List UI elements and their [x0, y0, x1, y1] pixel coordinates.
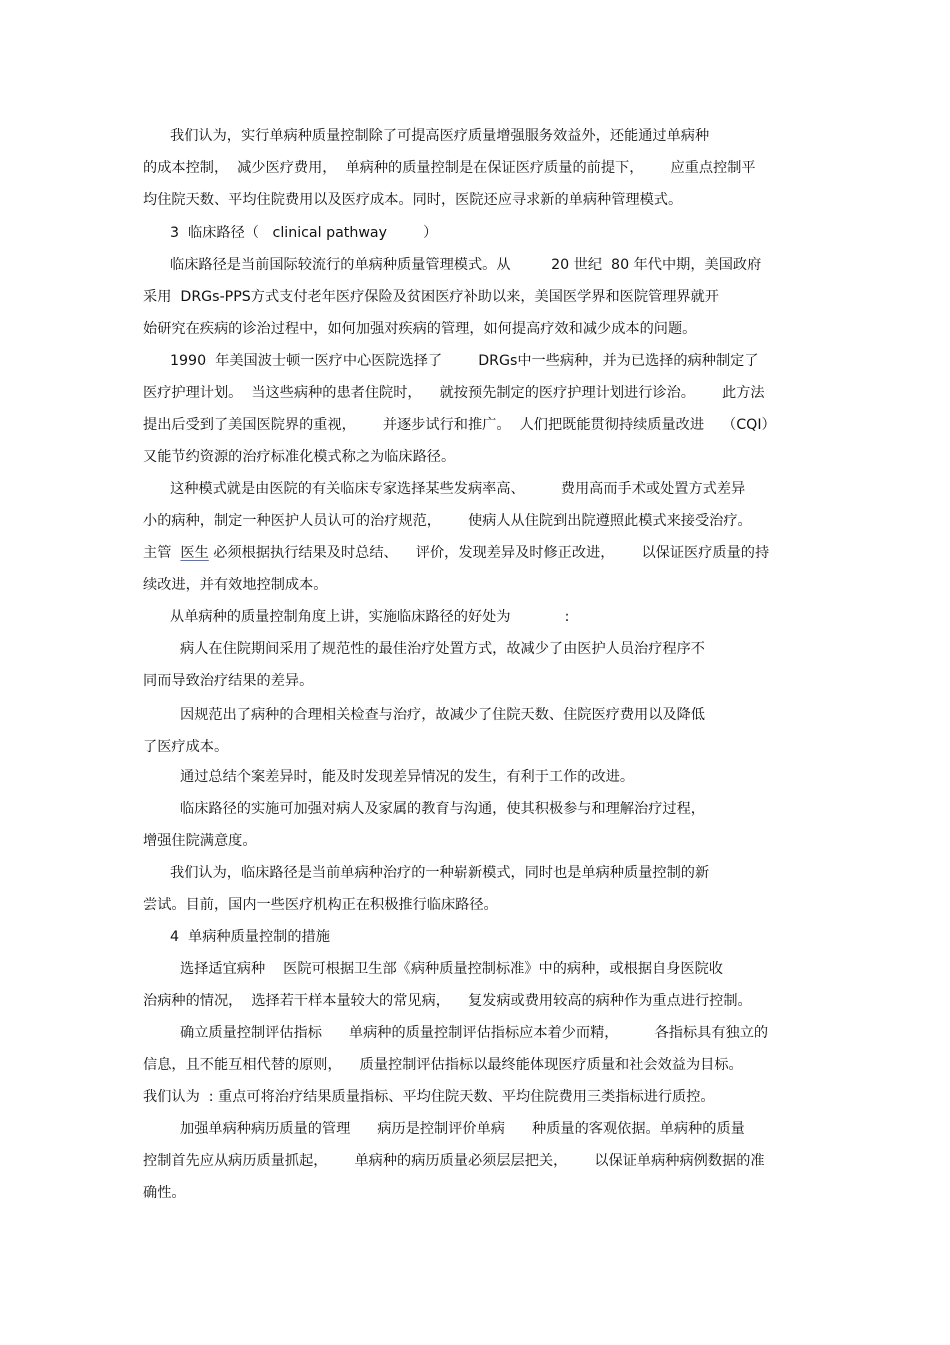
line-text: 必须根据执行结果及时总结、 评价，发现差异及时修正改进， 以保证医疗质量的持	[208, 545, 770, 561]
paragraph-line: 尝试。目前，国内一些医疗机构正在积极推行临床路径。	[143, 897, 498, 913]
paragraph-line: 了医疗成本。	[143, 739, 229, 755]
paragraph-line: 确立质量控制评估指标 单病种的质量控制评估指标应本着少而精， 各指标具有独立的	[180, 1025, 769, 1041]
section-heading: 4 单病种质量控制的措施	[170, 929, 330, 945]
paragraph-line: 医疗护理计划。 当这些病种的患者住院时， 就按预先制定的医疗护理计划进行诊治。 此方法	[143, 385, 765, 401]
paragraph-line: 临床路径是当前国际较流行的单病种质量管理模式。从 20 世纪 80 年代中期，美国政府	[170, 257, 762, 273]
line-text: 主管	[143, 545, 181, 561]
paragraph-line: 1990 年美国波士顿一医疗中心医院选择了 DRGs中一些病种，并为已选择的病种制定了	[170, 353, 759, 369]
paragraph-line: 临床路径的实施可加强对病人及家属的教育与沟通，使其积极参与和理解治疗过程，	[180, 801, 705, 817]
paragraph-line: 信息，且不能互相代替的原则， 质量控制评估指标以最终能体现医疗质量和社会效益为目标。	[143, 1057, 743, 1073]
paragraph-line: 治病种的情况， 选择若干样本量较大的常见病， 复发病或费用较高的病种作为重点进行控制。	[143, 993, 752, 1009]
paragraph-line: 加强单病种病历质量的管理 病历是控制评价单病 种质量的客观依据。单病种的质量	[180, 1121, 745, 1137]
paragraph-line: 这种模式就是由医院的有关临床专家选择某些发病率高、 费用高而手术或处置方式差异	[170, 481, 746, 497]
paragraph-line: 续改进，并有效地控制成本。	[143, 577, 328, 593]
paragraph-line: 始研究在疾病的诊治过程中，如何加强对疾病的管理，如何提高疗效和减少成本的问题。	[143, 321, 697, 337]
paragraph-line: 同而导致治疗结果的差异。	[143, 673, 314, 689]
section-heading: 3 临床路径（ clinical pathway ）	[170, 225, 438, 241]
doctor-link[interactable]: 医生	[180, 545, 209, 561]
paragraph-line: 又能节约资源的治疗标准化模式称之为临床路径。	[143, 449, 456, 465]
paragraph-line: 小的病种，制定一种医护人员认可的治疗规范， 使病人从住院到出院遵照此模式来接受治疗。	[143, 513, 752, 529]
paragraph-line: 选择适宜病种 医院可根据卫生部《病种质量控制标准》中的病种，或根据自身医院收	[180, 961, 723, 977]
paragraph-line: 确性。	[143, 1185, 186, 1201]
paragraph-line: 病人在住院期间采用了规范性的最佳治疗处置方式，故减少了由医护人员治疗程序不	[180, 641, 705, 657]
paragraph-line: 控制首先应从病历质量抓起， 单病种的病历质量必须层层把关， 以保证单病种病例数据的准	[143, 1153, 765, 1169]
paragraph-line: 采用 DRGs-PPS方式支付老年医疗保险及贫困医疗补助以来，美国医学界和医院管理界就开	[143, 289, 719, 305]
paragraph-line: 我们认为，临床路径是当前单病种治疗的一种崭新模式，同时也是单病种质量控制的新	[170, 865, 710, 881]
paragraph-line: 增强住院满意度。	[143, 833, 257, 849]
paragraph-line: 我们认为，实行单病种质量控制除了可提高医疗质量增强服务效益外，还能通过单病种	[170, 128, 710, 144]
paragraph-line: 我们认为 : 重点可将治疗结果质量指标、平均住院天数、平均住院费用三类指标进行质控。	[143, 1089, 715, 1105]
paragraph-line: 均住院天数、平均住院费用以及医疗成本。同时，医院还应寻求新的单病种管理模式。	[143, 192, 683, 208]
paragraph-line	[143, 543, 769, 563]
paragraph-line: 的成本控制， 减少医疗费用， 单病种的质量控制是在保证医疗质量的前提下， 应重点控制平	[143, 160, 756, 176]
paragraph-line: 从单病种的质量控制角度上讲，实施临床路径的好处为 :	[170, 609, 570, 625]
paragraph-line: 提出后受到了美国医院界的重视， 并逐步试行和推广。 人们把既能贯彻持续质量改进 （CQI）	[143, 417, 776, 433]
paragraph-line: 因规范出了病种的合理相关检查与治疗，故减少了住院天数、住院医疗费用以及降低	[180, 707, 705, 723]
paragraph-line: 通过总结个案差异时，能及时发现差异情况的发生，有利于工作的改进。	[180, 769, 635, 785]
